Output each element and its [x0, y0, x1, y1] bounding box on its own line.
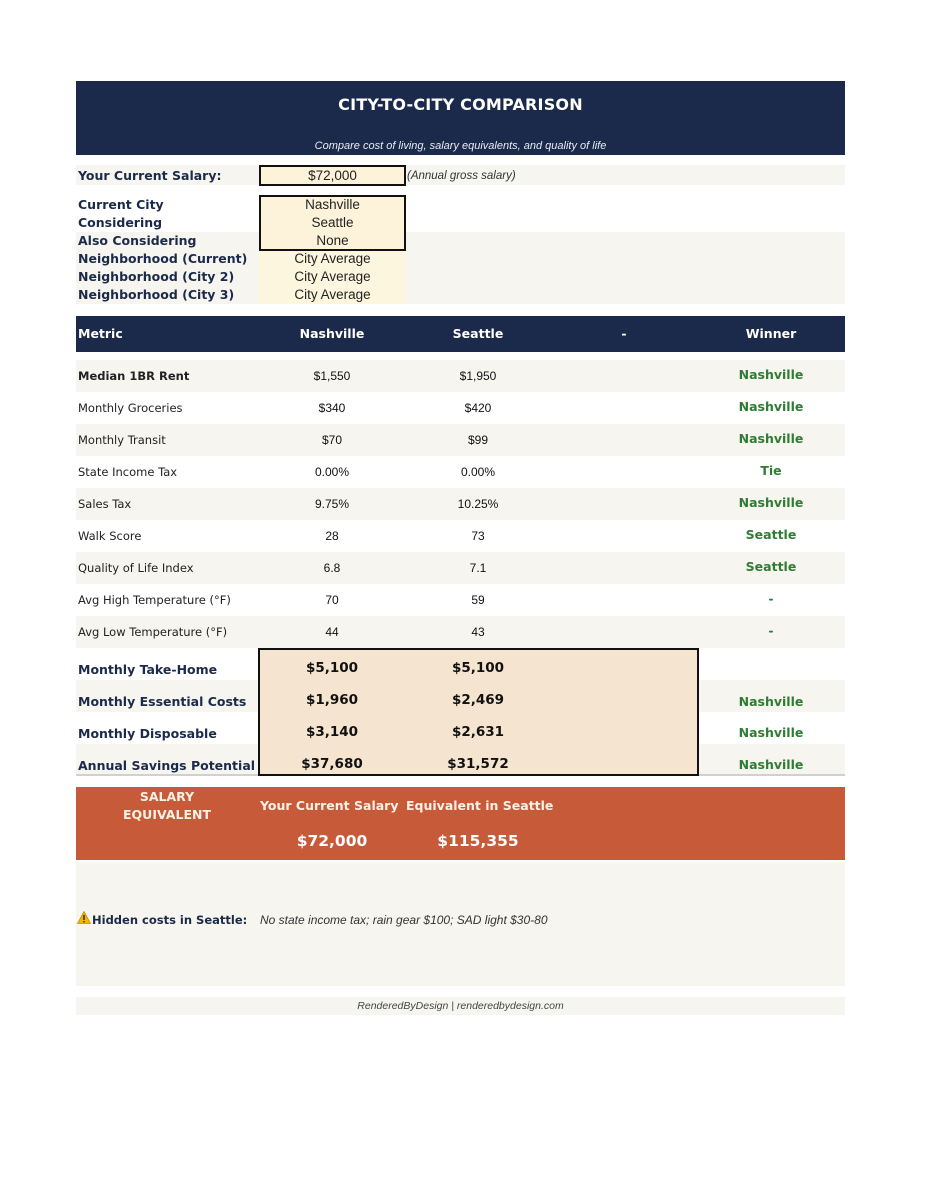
- summary-winner: Nashville: [738, 757, 804, 772]
- also-considering-label: Also Considering: [78, 233, 197, 248]
- summary-city1-value: $5,100: [305, 660, 359, 676]
- salary-input[interactable]: $72,000: [259, 165, 406, 186]
- salary-equivalent-title-line2: EQUIVALENT: [123, 807, 211, 822]
- city2-value: $420: [464, 401, 492, 415]
- metric-name: Monthly Groceries: [78, 401, 183, 415]
- city3-header: -: [621, 326, 627, 341]
- metric-name: Walk Score: [78, 529, 142, 543]
- winner-value: Seattle: [745, 527, 797, 542]
- summary-city2-value: $2,469: [451, 692, 505, 708]
- hidden-costs-label: Hidden costs in Seattle:: [92, 913, 248, 927]
- winner-value: Nashville: [738, 431, 804, 446]
- metric-name: Quality of Life Index: [78, 561, 194, 575]
- table-row: [76, 456, 845, 488]
- neighborhood-city2-label: Neighborhood (City 2): [78, 269, 235, 284]
- summary-city2-value: $31,572: [447, 756, 509, 772]
- current-city-select[interactable]: Nashville: [305, 197, 360, 212]
- winner-value: -: [768, 591, 774, 606]
- salary-equivalent-banner: [76, 787, 845, 860]
- also-considering-select[interactable]: None: [316, 233, 349, 248]
- winner-value: Seattle: [745, 559, 797, 574]
- table-row: [76, 520, 845, 552]
- summary-city1-value: $1,960: [305, 692, 359, 708]
- winner-value: Nashville: [738, 399, 804, 414]
- header-banner: [76, 81, 845, 155]
- current-city-label: Current City: [78, 197, 164, 212]
- summary-winner: Nashville: [738, 725, 804, 740]
- city2-value: 59: [471, 593, 485, 607]
- city2-value: $99: [467, 433, 489, 447]
- city1-value: 70: [325, 593, 339, 607]
- metric-name: Median 1BR Rent: [78, 369, 190, 383]
- city1-value: $70: [321, 433, 343, 447]
- winner-value: -: [768, 623, 774, 638]
- warning-icon: [77, 911, 91, 929]
- neighborhood-city2-select[interactable]: City Average: [259, 269, 406, 287]
- footer-credit: RenderedByDesign | renderedbydesign.com: [76, 997, 845, 1015]
- city1-value: $1,550: [313, 369, 351, 383]
- salary-note: (Annual gross salary): [407, 170, 516, 182]
- equivalent-salary-value: $115,355: [437, 832, 519, 850]
- metric-name: Monthly Transit: [78, 433, 166, 447]
- winner-value: Nashville: [738, 367, 804, 382]
- table-row: [76, 616, 845, 648]
- summary-row: [76, 686, 845, 718]
- city1-value: 0.00%: [314, 465, 350, 479]
- hidden-costs-text: No state income tax; rain gear $100; SAD light $30-80: [260, 913, 548, 927]
- table-row: [76, 392, 845, 424]
- table-row: [76, 584, 845, 616]
- city2-value: 7.1: [469, 561, 487, 575]
- table-row: [76, 360, 845, 392]
- table-row: [76, 488, 845, 520]
- summary-label: Monthly Disposable: [78, 726, 217, 741]
- summary-city2-value: $5,100: [451, 660, 505, 676]
- city2-value: 10.25%: [457, 497, 499, 511]
- neighborhood-city3-select[interactable]: City Average: [259, 287, 406, 304]
- summary-row: [76, 750, 845, 782]
- summary-row: [76, 718, 845, 750]
- city2-value: 43: [471, 625, 485, 639]
- city1-value: 44: [325, 625, 339, 639]
- summary-label: Monthly Essential Costs: [78, 694, 247, 709]
- winner-header: Winner: [745, 326, 797, 341]
- current-salary-label: Your Current Salary: [260, 798, 399, 813]
- metric-name: Avg Low Temperature (°F): [78, 625, 228, 639]
- city2-value: 0.00%: [460, 465, 496, 479]
- table-row: [76, 424, 845, 456]
- considering-label: Considering: [78, 215, 163, 230]
- salary-equivalent-title-line1: SALARY: [139, 789, 195, 804]
- summary-winner: Nashville: [738, 694, 804, 709]
- neighborhood-city3-label: Neighborhood (City 3): [78, 287, 235, 302]
- table-row: [76, 552, 845, 584]
- page-subtitle: Compare cost of living, salary equivalents, and quality of life: [314, 140, 607, 152]
- salary-label: Your Current Salary:: [78, 168, 222, 183]
- city1-value: 6.8: [323, 561, 341, 575]
- summary-city1-value: $37,680: [301, 756, 363, 772]
- winner-value: Nashville: [738, 495, 804, 510]
- summary-label: Monthly Take-Home: [78, 662, 218, 677]
- page-title: CITY-TO-CITY COMPARISON: [338, 95, 583, 114]
- city1-header: Nashville: [299, 326, 365, 341]
- considering-city-select[interactable]: Seattle: [311, 215, 354, 230]
- summary-label: Annual Savings Potential: [78, 758, 256, 773]
- summary-city2-value: $2,631: [451, 724, 505, 740]
- summary-city1-value: $3,140: [305, 724, 359, 740]
- winner-value: Tie: [760, 463, 782, 478]
- city1-value: $340: [318, 401, 346, 415]
- metric-name: Sales Tax: [78, 497, 132, 511]
- city2-value: 73: [471, 529, 485, 543]
- city1-value: 9.75%: [314, 497, 350, 511]
- comparison-table-header: [76, 316, 845, 352]
- hidden-costs-band: [76, 862, 845, 986]
- current-salary-value: $72,000: [296, 832, 368, 850]
- summary-row: [76, 654, 845, 686]
- neighborhood-current-select[interactable]: City Average: [259, 251, 406, 269]
- equivalent-salary-label: Equivalent in Seattle: [406, 798, 554, 813]
- neighborhood-current-label: Neighborhood (Current): [78, 251, 248, 266]
- city2-value: $1,950: [459, 369, 497, 383]
- city1-value: 28: [325, 529, 339, 543]
- metric-name: State Income Tax: [78, 465, 178, 479]
- metric-header: Metric: [78, 326, 123, 341]
- metric-name: Avg High Temperature (°F): [78, 593, 231, 607]
- city2-header: Seattle: [452, 326, 504, 341]
